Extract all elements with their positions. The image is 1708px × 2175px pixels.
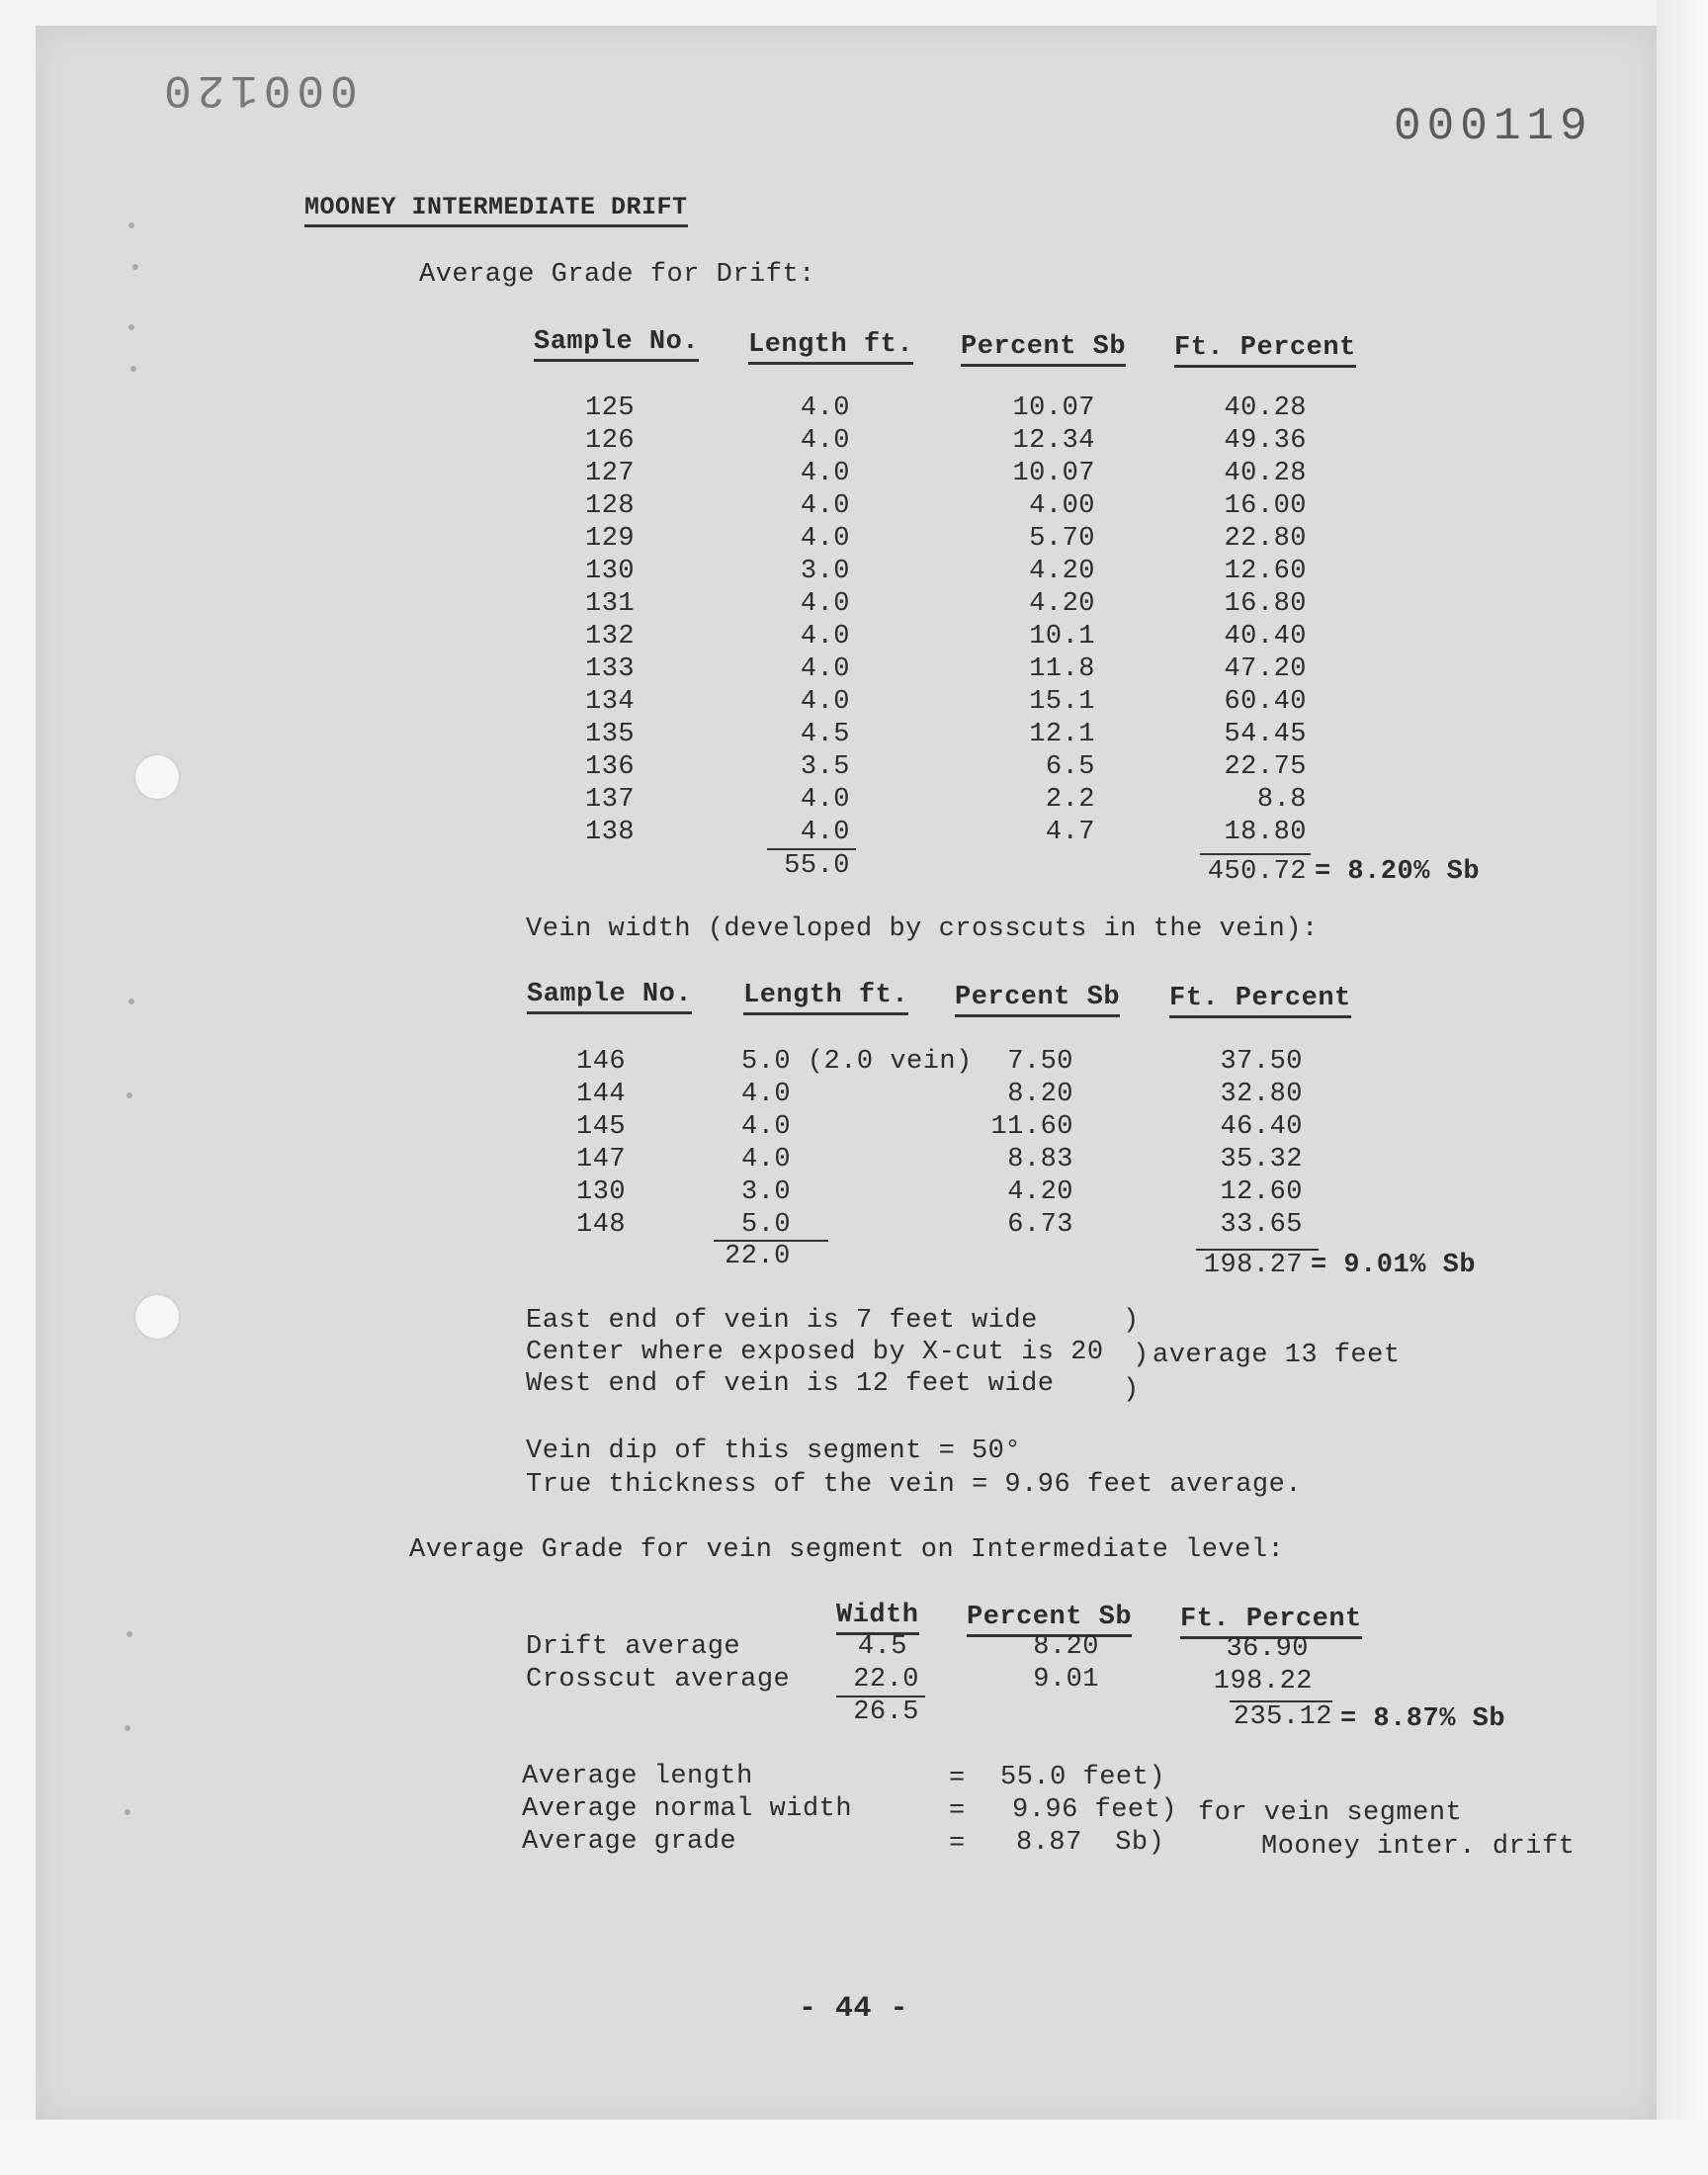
vein-header-sample: Sample No. xyxy=(527,979,692,1014)
binding-dot xyxy=(130,366,136,372)
segment-row-label: Drift average xyxy=(526,1632,741,1662)
width-note-center: Center where exposed by X-cut is 20 xyxy=(526,1338,1104,1367)
vein-cell-ftpercent: 46.40 xyxy=(1220,1112,1303,1142)
vein-cell-percent: 7.50 xyxy=(1007,1047,1073,1077)
drift-cell-ftpercent: 16.80 xyxy=(1224,589,1307,619)
drift-cell-percent: 4.7 xyxy=(1045,818,1095,847)
drift-cell-ftpercent: 8.8 xyxy=(1256,785,1307,815)
drift-cell-percent: 2.2 xyxy=(1045,785,1095,815)
drift-cell-percent: 15.1 xyxy=(1029,687,1095,717)
width-bracket-middle: ) xyxy=(1133,1341,1150,1370)
vein-cell-sample: 146 xyxy=(576,1047,627,1077)
binding-dot xyxy=(127,1631,132,1637)
segment-cell-width: 22.0 xyxy=(853,1665,919,1695)
segment-heading: Average Grade for vein segment on Intermediate level: xyxy=(409,1535,1285,1565)
vein-cell-length: 3.0 xyxy=(741,1177,792,1207)
drift-cell-length: 3.5 xyxy=(800,752,850,782)
drift-cell-percent: 11.8 xyxy=(1029,654,1095,684)
summary-label: Average grade xyxy=(522,1827,737,1857)
vein-header-length: Length ft. xyxy=(743,980,908,1015)
drift-header-length: Length ft. xyxy=(748,329,913,365)
drift-cell-length: 4.0 xyxy=(800,785,850,815)
punch-hole-upper xyxy=(135,755,179,799)
page-title: MOONEY INTERMEDIATE DRIFT xyxy=(304,192,688,227)
drift-cell-percent: 10.07 xyxy=(1012,393,1095,423)
width-note-west: West end of vein is 12 feet wide xyxy=(526,1369,1055,1399)
drift-total-length: 55.0 xyxy=(784,851,850,881)
drift-cell-sample: 136 xyxy=(585,752,636,782)
drift-cell-length: 3.0 xyxy=(800,557,850,586)
drift-ftpercent-total-rule xyxy=(1200,853,1311,855)
vein-cell-length: 4.0 xyxy=(741,1112,792,1142)
drift-cell-sample: 138 xyxy=(585,818,636,847)
drift-cell-length: 4.0 xyxy=(800,622,850,652)
vein-cell-ftpercent: 35.32 xyxy=(1220,1145,1303,1174)
drift-cell-ftpercent: 40.40 xyxy=(1224,622,1307,652)
vein-cell-ftpercent: 12.60 xyxy=(1220,1177,1303,1207)
binding-dot xyxy=(128,999,134,1004)
drift-cell-sample: 132 xyxy=(585,622,636,652)
width-bracket-top: ) xyxy=(1123,1306,1140,1336)
drift-cell-ftpercent: 22.75 xyxy=(1224,752,1307,782)
binding-dot xyxy=(125,1725,130,1731)
vein-cell-sample: 145 xyxy=(576,1112,627,1142)
drift-cell-percent: 12.34 xyxy=(1012,426,1095,456)
drift-cell-percent: 10.07 xyxy=(1012,459,1095,488)
drift-cell-sample: 137 xyxy=(585,785,636,815)
drift-cell-percent: 4.20 xyxy=(1029,589,1095,619)
binding-dot xyxy=(127,1092,132,1098)
drift-cell-ftpercent: 60.40 xyxy=(1224,687,1307,717)
segment-cell-ftpercent: 36.90 xyxy=(1226,1634,1309,1664)
vein-cell-ftpercent: 33.65 xyxy=(1220,1210,1303,1240)
drift-cell-percent: 4.00 xyxy=(1029,491,1095,521)
vein-cell-percent: 6.73 xyxy=(1007,1210,1073,1240)
drift-cell-sample: 126 xyxy=(585,426,636,456)
drift-cell-ftpercent: 18.80 xyxy=(1224,818,1307,847)
vein-thickness: True thickness of the vein = 9.96 feet average. xyxy=(526,1470,1303,1500)
drift-cell-length: 4.0 xyxy=(800,524,850,554)
drift-cell-percent: 6.5 xyxy=(1045,752,1095,782)
summary-value: 9.96 feet) xyxy=(1012,1795,1178,1825)
drift-cell-percent: 10.1 xyxy=(1029,622,1095,652)
binding-dot xyxy=(132,264,138,270)
vein-cell-length: 4.0 xyxy=(741,1145,792,1174)
drift-cell-percent: 12.1 xyxy=(1029,720,1095,749)
drift-cell-sample: 130 xyxy=(585,557,636,586)
page-stamp: 000119 xyxy=(1394,101,1593,152)
segment-cell-percent: 9.01 xyxy=(1033,1665,1099,1695)
segment-cell-ftpercent: 198.22 xyxy=(1213,1667,1313,1696)
segment-total-width: 26.5 xyxy=(853,1697,919,1727)
binding-dot xyxy=(128,324,134,330)
segment-header-ftpercent: Ft. Percent xyxy=(1180,1604,1362,1639)
summary-equals: = xyxy=(949,1829,966,1859)
drift-cell-sample: 127 xyxy=(585,459,636,488)
width-bracket-bottom: ) xyxy=(1123,1375,1140,1405)
drift-result: = 8.20% Sb xyxy=(1315,857,1481,887)
punch-hole-lower xyxy=(135,1295,179,1339)
summary-label: Average normal width xyxy=(522,1794,853,1824)
drift-cell-ftpercent: 40.28 xyxy=(1224,459,1307,488)
segment-header-width: Width xyxy=(836,1600,919,1635)
drift-cell-ftpercent: 40.28 xyxy=(1224,393,1307,423)
vein-header-ftpercent: Ft. Percent xyxy=(1169,983,1351,1018)
page-stamp-flipped: 000120 xyxy=(158,63,358,115)
vein-cell-percent: 8.20 xyxy=(1007,1080,1073,1109)
vein-cell-sample: 144 xyxy=(576,1080,627,1109)
drift-cell-ftpercent: 54.45 xyxy=(1224,720,1307,749)
vein-cell-length: 5.0 (2.0 vein) xyxy=(741,1047,973,1077)
vein-cell-sample: 147 xyxy=(576,1145,627,1174)
drift-heading: Average Grade for Drift: xyxy=(419,260,815,290)
vein-dip: Vein dip of this segment = 50° xyxy=(526,1436,1022,1466)
segment-cell-width: 4.5 xyxy=(857,1632,907,1662)
vein-cell-sample: 130 xyxy=(576,1177,627,1207)
drift-total-ftpercent: 450.72 xyxy=(1207,857,1307,887)
vein-cell-sample: 148 xyxy=(576,1210,627,1240)
drift-cell-sample: 131 xyxy=(585,589,636,619)
segment-header-percent: Percent Sb xyxy=(967,1602,1132,1637)
drift-cell-sample: 135 xyxy=(585,720,636,749)
vein-cell-ftpercent: 37.50 xyxy=(1220,1047,1303,1077)
drift-cell-sample: 134 xyxy=(585,687,636,717)
summary-value: 8.87 Sb) xyxy=(1016,1828,1165,1858)
segment-total-ftpercent: 235.12 xyxy=(1233,1702,1332,1732)
vein-heading: Vein width (developed by crosscuts in the vein): xyxy=(526,914,1319,944)
vein-cell-length: 5.0 xyxy=(741,1210,792,1240)
drift-cell-sample: 128 xyxy=(585,491,636,521)
drift-cell-length: 4.0 xyxy=(800,687,850,717)
drift-cell-sample: 129 xyxy=(585,524,636,554)
vein-cell-percent: 8.83 xyxy=(1007,1145,1073,1174)
drift-cell-ftpercent: 49.36 xyxy=(1224,426,1307,456)
drift-cell-ftpercent: 47.20 xyxy=(1224,654,1307,684)
vein-cell-percent: 11.60 xyxy=(990,1112,1073,1142)
scan-edge-bottom xyxy=(0,2120,1708,2175)
drift-header-ftpercent: Ft. Percent xyxy=(1174,332,1356,368)
drift-cell-length: 4.5 xyxy=(800,720,850,749)
vein-cell-percent: 4.20 xyxy=(1007,1177,1073,1207)
vein-cell-ftpercent: 32.80 xyxy=(1220,1080,1303,1109)
vein-total-length: 22.0 xyxy=(725,1242,791,1271)
vein-header-percent: Percent Sb xyxy=(955,982,1120,1017)
page-number: - 44 - xyxy=(799,1992,909,2026)
width-note-east: East end of vein is 7 feet wide xyxy=(526,1306,1038,1336)
drift-cell-percent: 4.20 xyxy=(1029,557,1095,586)
summary-equals: = xyxy=(949,1764,966,1793)
drift-cell-length: 4.0 xyxy=(800,654,850,684)
drift-cell-sample: 133 xyxy=(585,654,636,684)
scan-edge-right xyxy=(1657,0,1708,2175)
vein-result: = 9.01% Sb xyxy=(1311,1251,1477,1280)
segment-row-label: Crosscut average xyxy=(526,1665,791,1695)
drift-cell-length: 4.0 xyxy=(800,426,850,456)
vein-cell-length: 4.0 xyxy=(741,1080,792,1109)
summary-note-segment: for vein segment xyxy=(1198,1798,1463,1828)
drift-cell-length: 4.0 xyxy=(800,459,850,488)
binding-dot xyxy=(128,222,134,228)
drift-cell-length: 4.0 xyxy=(800,491,850,521)
drift-cell-ftpercent: 22.80 xyxy=(1224,524,1307,554)
binding-dot xyxy=(125,1809,130,1815)
drift-cell-ftpercent: 16.00 xyxy=(1224,491,1307,521)
summary-label: Average length xyxy=(522,1762,753,1791)
drift-cell-ftpercent: 12.60 xyxy=(1224,557,1307,586)
drift-cell-length: 4.0 xyxy=(800,589,850,619)
drift-header-percent: Percent Sb xyxy=(961,331,1126,367)
summary-value: 55.0 feet) xyxy=(1000,1763,1166,1792)
vein-total-ftpercent: 198.27 xyxy=(1203,1251,1303,1280)
drift-cell-percent: 5.70 xyxy=(1029,524,1095,554)
segment-cell-percent: 8.20 xyxy=(1033,1632,1099,1662)
drift-cell-sample: 125 xyxy=(585,393,636,423)
drift-cell-length: 4.0 xyxy=(800,393,850,423)
segment-result: = 8.87% Sb xyxy=(1340,1704,1506,1734)
drift-cell-length: 4.0 xyxy=(800,818,850,847)
summary-note-drift: Mooney inter. drift xyxy=(1261,1832,1576,1862)
drift-header-sample: Sample No. xyxy=(534,326,699,362)
width-average-note: average 13 feet xyxy=(1153,1341,1401,1370)
summary-equals: = xyxy=(949,1796,966,1826)
